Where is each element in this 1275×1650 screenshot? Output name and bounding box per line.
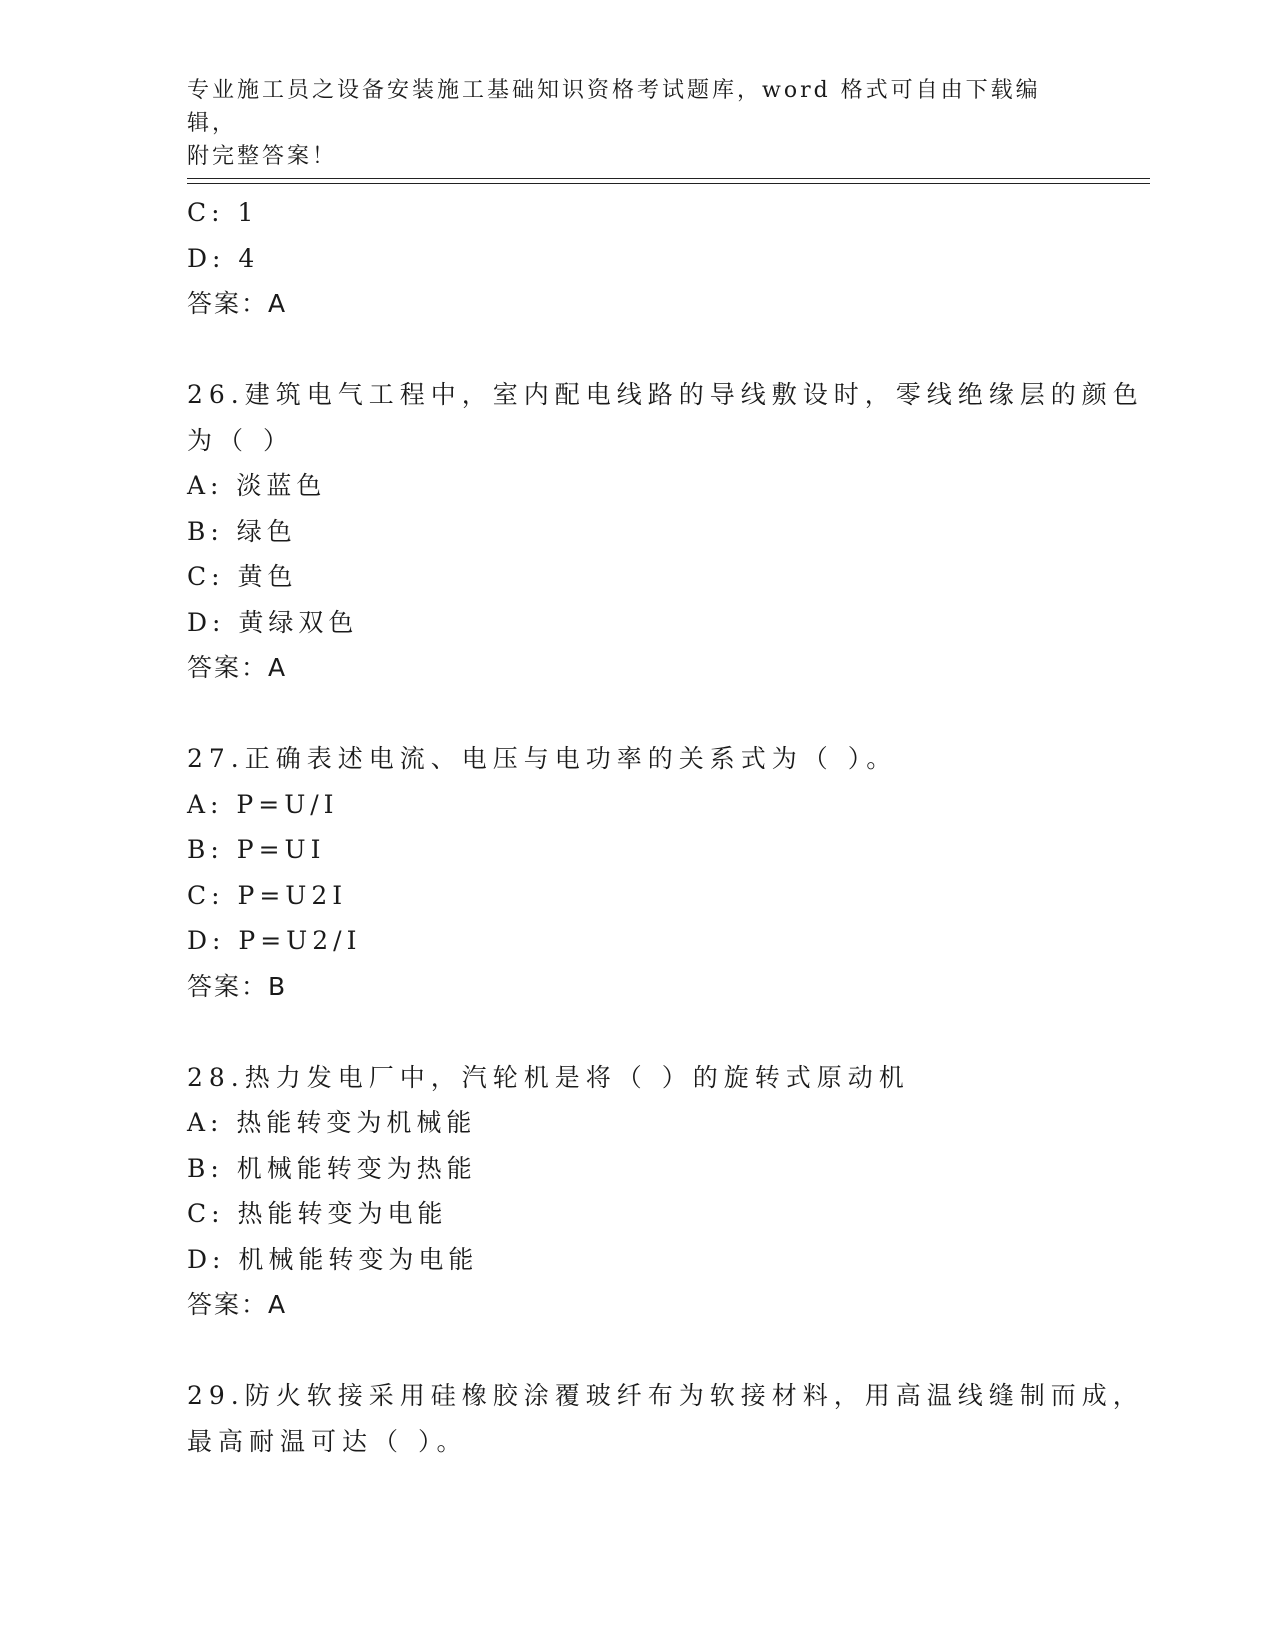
option-a: A: P=U/I xyxy=(187,789,339,819)
header-divider-bottom xyxy=(187,183,1150,184)
option-d: D: 机械能转变为电能 xyxy=(187,1244,479,1274)
answer-line: 答案：A xyxy=(187,289,288,318)
option-c: C: P=U2I xyxy=(187,880,348,910)
header-line-2: 附完整答案！ xyxy=(187,144,338,169)
question-28 xyxy=(187,1055,1087,1328)
question-stem: 29.防火软接采用硅橡胶涂覆玻纤布为软接材料，用高温线缝制而成， xyxy=(187,1381,1144,1410)
previous-question-tail xyxy=(187,190,1087,327)
option-d: D: P=U2/I xyxy=(187,926,362,955)
question-stem: 27.正确表述电流、电压与电功率的关系式为（ ）。 xyxy=(187,744,898,773)
question-stem: 28.热力发电厂中，汽轮机是将（ ）的旋转式原动机 xyxy=(187,1062,910,1092)
question-content xyxy=(187,190,1144,1464)
option-a: A: 淡蓝色 xyxy=(187,471,327,500)
answer-line: 答案：B xyxy=(187,971,288,1001)
option-b: B: 绿色 xyxy=(187,516,297,546)
header-line-1: 专业施工员之设备安装施工基础知识资格考试题库，word 格式可自由下载编辑， xyxy=(187,78,1041,136)
question-27 xyxy=(187,736,1087,1009)
spacer xyxy=(187,1328,1087,1374)
question-stem-cont: 最高耐温可达（ ）。 xyxy=(187,1426,468,1456)
spacer xyxy=(187,691,1087,737)
option-c: C: 黄色 xyxy=(187,562,298,591)
option-b: B: 机械能转变为热能 xyxy=(187,1153,477,1183)
header-divider-top xyxy=(187,178,1150,179)
question-stem-cont: 为（ ） xyxy=(187,425,294,455)
spacer xyxy=(187,1009,1087,1055)
option-a: A: 热能转变为机械能 xyxy=(187,1108,477,1137)
spacer xyxy=(187,327,1087,373)
option-d: D: 4 xyxy=(187,243,260,273)
option-c: C: 1 xyxy=(187,198,259,227)
question-29 xyxy=(187,1373,1144,1464)
option-c: C: 热能转变为电能 xyxy=(187,1199,448,1228)
answer-line: 答案：A xyxy=(187,1290,288,1319)
option-d: D: 黄绿双色 xyxy=(187,607,359,637)
question-26 xyxy=(187,372,1144,691)
option-b: B: P=UI xyxy=(187,835,326,864)
document-header xyxy=(187,74,1087,173)
answer-line: 答案：A xyxy=(187,653,288,682)
question-stem: 26.建筑电气工程中，室内配电线路的导线敷设时，零线绝缘层的颜色 xyxy=(187,380,1144,409)
